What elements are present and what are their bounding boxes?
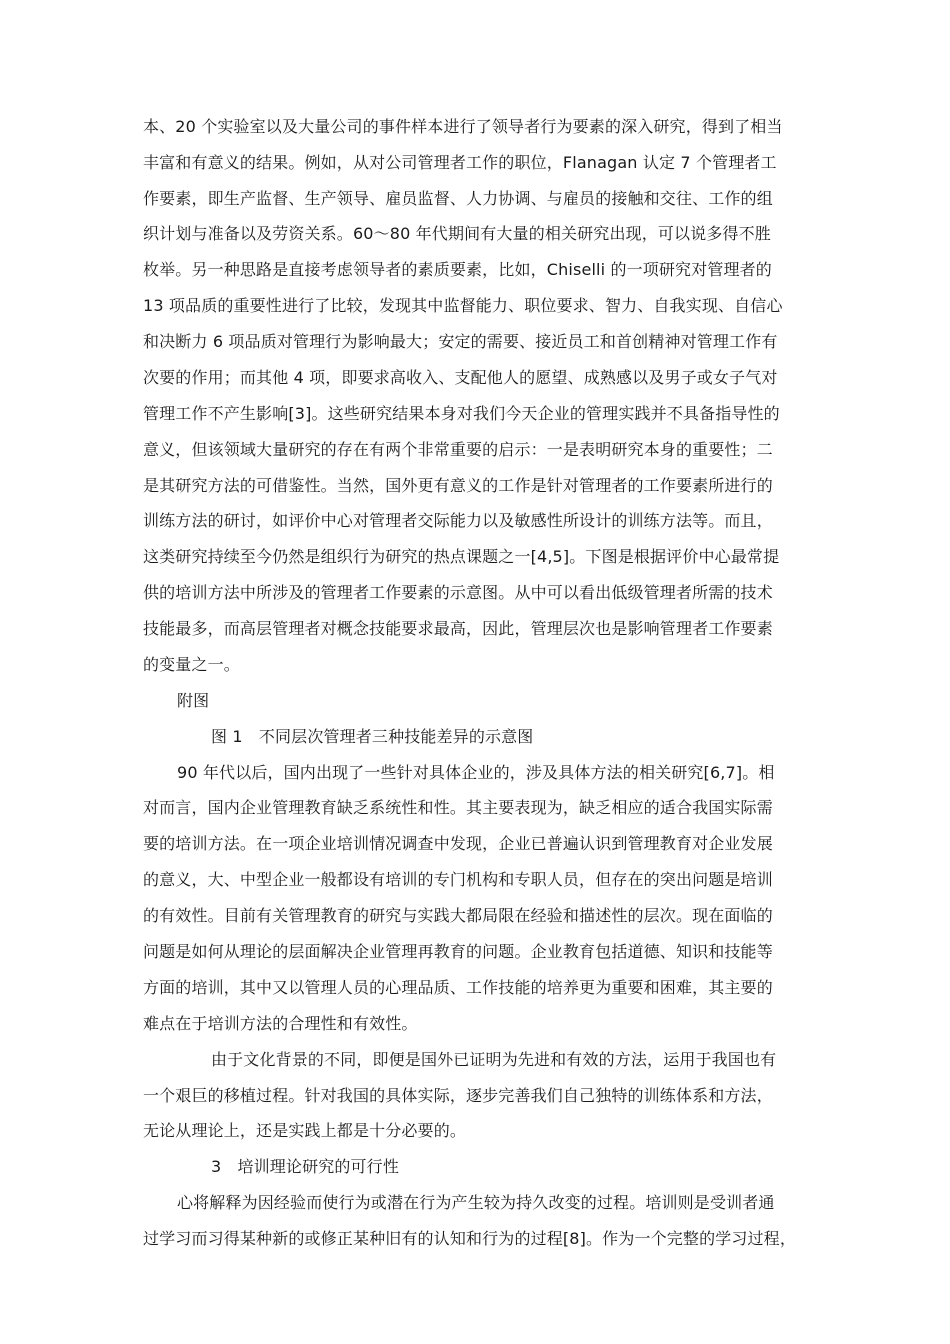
paragraph-2-line: 要的培训方法。在一项企业培训情况调查中发现，企业已普遍认识到管理教育对企业发展 [143, 834, 773, 853]
paragraph-1-line: 管理工作不产生影响[3]。这些研究结果本身对我们今天企业的管理实践并不具备指导性的 [143, 404, 780, 423]
paragraph-2-line: 问题是如何从理论的层面解决企业管理再教育的问题。企业教育包括道德、知识和技能等 [143, 942, 773, 961]
paragraph-1-line: 本、20 个实验室以及大量公司的事件样本进行了领导者行为要素的深入研究，得到了相当 [143, 117, 783, 136]
figure-caption: 图 1 不同层次管理者三种技能差异的示意图 [211, 727, 534, 746]
figure-label: 附图 [177, 691, 210, 710]
paragraph-1-line: 13 项品质的重要性进行了比较，发现其中监督能力、职位要求、智力、自我实现、自信心 [143, 296, 783, 315]
paragraph-1-line: 技能最多，而高层管理者对概念技能要求最高，因此，管理层次也是影响管理者工作要素 [143, 619, 773, 638]
paragraph-1-line: 供的培训方法中所涉及的管理者工作要素的示意图。从中可以看出低级管理者所需的技术 [143, 583, 773, 602]
paragraph-1-line: 意义，但该领域大量研究的存在有两个非常重要的启示：一是表明研究本身的重要性；二 [143, 440, 773, 459]
paragraph-2-line: 的有效性。目前有关管理教育的研究与实践大都局限在经验和描述性的层次。现在面临的 [143, 906, 773, 925]
paragraph-3-line: 一个艰巨的移植过程。针对我国的具体实际，逐步完善我们自己独特的训练体系和方法， [143, 1086, 773, 1105]
paragraph-4-line: 过学习而习得某种新的或修正某种旧有的认知和行为的过程[8]。作为一个完整的学习过程， [143, 1229, 796, 1248]
paragraph-1-line: 织计划与准备以及劳资关系。60～80 年代期间有大量的相关研究出现，可以说多得不胜 [143, 224, 771, 243]
paragraph-2-line: 对而言，国内企业管理教育缺乏系统性和性。其主要表现为，缺乏相应的适合我国实际需 [143, 798, 773, 817]
paragraph-3-line: 由于文化背景的不同，即便是国外已证明为先进和有效的方法，运用于我国也有 [211, 1050, 777, 1069]
paragraph-2-line: 难点在于培训方法的合理性和有效性。 [143, 1014, 418, 1033]
paragraph-1-line: 训练方法的研讨，如评价中心对管理者交际能力以及敏感性所设计的训练方法等。而且， [143, 511, 773, 530]
paragraph-1-line: 的变量之一。 [143, 655, 240, 674]
paragraph-3-line: 无论从理论上，还是实践上都是十分必要的。 [143, 1121, 467, 1140]
paragraph-1-line: 丰富和有意义的结果。例如，从对公司管理者工作的职位，Flanagan 认定 7 个管理者工 [143, 153, 777, 172]
paragraph-1-line: 这类研究持续至今仍然是组织行为研究的热点课题之一[4,5]。下图是根据评价中心最常提 [143, 547, 780, 566]
paragraph-1-line: 次要的作用；而其他 4 项，即要求高收入、支配他人的愿望、成熟感以及男子或女子气对 [143, 368, 778, 387]
paragraph-2-line: 90 年代以后，国内出现了一些针对具体企业的，涉及具体方法的相关研究[6,7]。相 [177, 763, 775, 782]
paragraph-1-line: 枚举。另一种思路是直接考虑领导者的素质要素，比如，Chiselli 的一项研究对管理者的 [143, 260, 772, 279]
paragraph-1-line: 和决断力 6 项品质对管理行为影响最大；安定的需要、接近员工和首创精神对管理工作有 [143, 332, 778, 351]
paragraph-2-line: 的意义，大、中型企业一般都设有培训的专门机构和专职人员，但存在的突出问题是培训 [143, 870, 773, 889]
paragraph-1-line: 是其研究方法的可借鉴性。当然，国外更有意义的工作是针对管理者的工作要素所进行的 [143, 476, 773, 495]
paragraph-1-line: 作要素，即生产监督、生产领导、雇员监督、人力协调、与雇员的接触和交往、工作的组 [143, 189, 773, 208]
paragraph-4-line: 心将解释为因经验而使行为或潜在行为产生较为持久改变的过程。培训则是受训者通 [177, 1193, 775, 1212]
section-heading: 3 培训理论研究的可行性 [211, 1157, 399, 1176]
paragraph-2-line: 方面的培训，其中又以管理人员的心理品质、工作技能的培养更为重要和困难，其主要的 [143, 978, 773, 997]
